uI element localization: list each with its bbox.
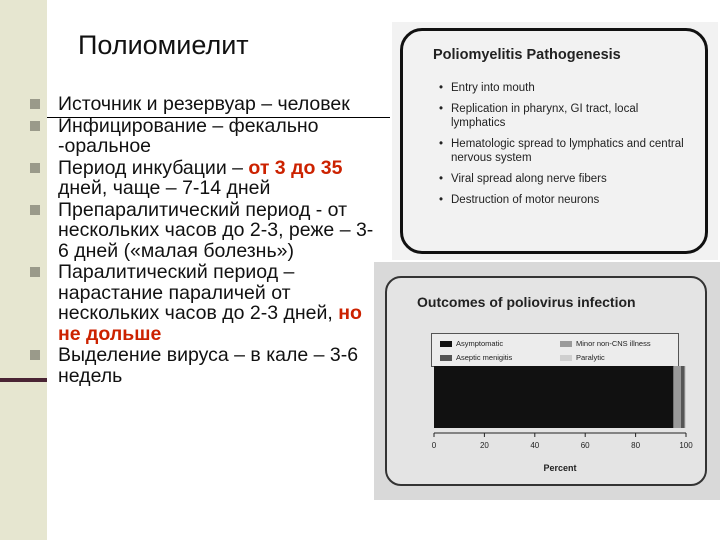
pathogenesis-list	[439, 81, 694, 214]
x-tick-label: 100	[679, 441, 693, 450]
pathogenesis-item: • Replication in pharynx, GI tract, local lymphatics	[439, 102, 694, 130]
bullet-square-icon	[30, 350, 40, 360]
bar-segment	[685, 366, 686, 428]
legend-label: Asymptomatic	[456, 339, 504, 348]
pathogenesis-title: Poliomyelitis Pathogenesis	[433, 47, 621, 63]
legend-label: Paralytic	[576, 353, 605, 362]
bullet-item	[30, 200, 382, 262]
bullet-text: Источник и резервуар – человек	[58, 93, 350, 115]
bullet-item	[30, 94, 382, 115]
bullet-text: Период инкубации –	[58, 156, 249, 179]
outcomes-panel	[385, 276, 707, 486]
bullet-square-icon	[30, 267, 40, 277]
bullet-text: Выделение вируса – в кале – 3-6 недель	[58, 344, 359, 387]
bar-segment	[434, 366, 673, 428]
pathogenesis-item: • Destruction of motor neurons	[439, 193, 694, 207]
bullet-square-icon	[30, 121, 40, 131]
bar-segment	[681, 366, 685, 428]
x-tick-label: 20	[479, 441, 489, 450]
pathogenesis-panel	[400, 28, 708, 254]
bullet-item	[30, 158, 382, 199]
highlighted-text: но не дольше	[58, 302, 362, 345]
chart-title: Outcomes of poliovirus infection	[417, 294, 636, 310]
bar-segment	[673, 366, 681, 428]
x-axis-label: Percent	[543, 463, 577, 473]
outcomes-chart	[385, 276, 707, 486]
x-tick-label: 80	[631, 441, 641, 450]
slide-title: Полиомиелит	[78, 30, 249, 60]
pathogenesis-item: • Entry into mouth	[439, 81, 694, 95]
bullet-text: дней, чаще – 7-14 дней	[58, 177, 271, 199]
bullet-text: Паралитический период – нарастание параличей от нескольких часов до 2-3 дней,	[58, 261, 339, 324]
bullet-square-icon	[30, 163, 40, 173]
legend-label: Minor non-CNS illness	[576, 339, 651, 348]
legend-label: Aseptic menigitis	[456, 353, 513, 362]
x-tick-label: 40	[530, 441, 540, 450]
bullet-item	[30, 345, 382, 386]
pathogenesis-item: • Hematologic spread to lymphatics and central nervous system	[439, 137, 694, 165]
bullet-item	[30, 116, 382, 157]
bullet-square-icon	[30, 99, 40, 109]
pathogenesis-item: • Viral spread along nerve fibers	[439, 172, 694, 186]
bullet-text: Препаралитический период - от нескольких часов до 2-3, реже – 3-6 дней («малая болезнь»)	[58, 198, 374, 262]
bullet-list	[30, 94, 382, 386]
bullet-text: Инфицирование – фекально -оральное	[58, 114, 319, 157]
bullet-square-icon	[30, 205, 40, 215]
x-tick-label: 0	[431, 441, 437, 450]
bullet-item	[30, 262, 382, 344]
x-tick-label: 60	[580, 441, 590, 450]
highlighted-text: от 3 до 35	[248, 156, 343, 179]
